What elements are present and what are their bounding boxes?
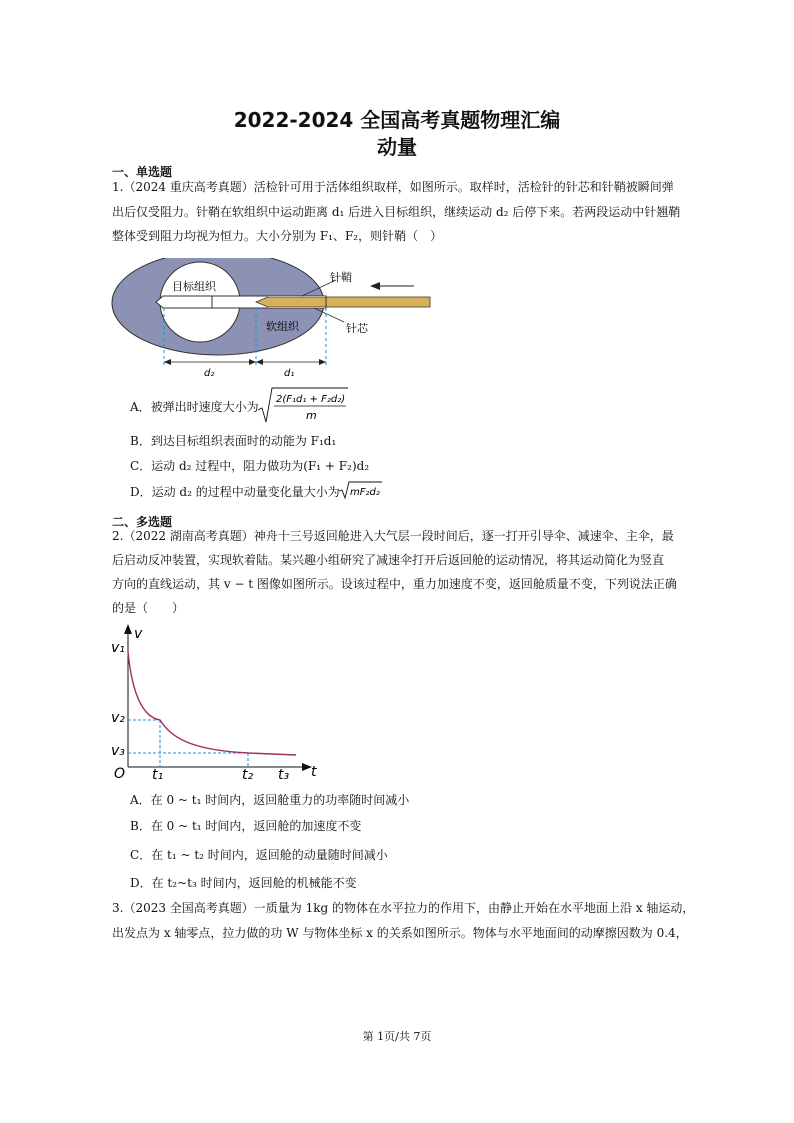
label-v3: v₃ xyxy=(111,743,125,759)
q2-option-a: A．在 0 ~ t₁ 时间内，返回舱重力的功率随时间减小 xyxy=(130,793,410,807)
label-d2: d₂ xyxy=(204,368,215,379)
q1-line3: 整体受到阻力均视为恒力。大小分别为 F₁、F₂，则针鞘（ ） xyxy=(112,229,443,243)
q3-line2: 出发点为 x 轴零点，拉力做的功 W 与物体坐标 x 的关系如图所示。物体与水平地面间的动摩擦因数为 0.4， xyxy=(112,926,688,940)
q1-option-a-formula xyxy=(256,386,350,426)
q1-option-a-text: A．被弹出时速度大小为 xyxy=(130,400,259,414)
label-t2: t₂ xyxy=(242,767,254,782)
section-heading-single: 一、单选题 xyxy=(112,165,173,179)
page-title: 2022-2024 全国高考真题物理汇编 xyxy=(233,108,561,132)
label-core: 针芯 xyxy=(346,322,368,335)
q2-option-d: D．在 t₂~t₃ 时间内，返回舱的机械能不变 xyxy=(130,876,357,890)
q1-line1: 1.（2024 重庆高考真题）活检针可用于活体组织取样，如图所示。取样时，活检针的针芯和针鞘被瞬间弹 xyxy=(112,180,674,194)
label-v2: v₂ xyxy=(111,710,125,726)
page-subtitle: 动量 xyxy=(377,135,417,159)
formula-numerator: 2(F₁d₁ + F₂d₂) xyxy=(276,394,346,405)
q3-line1: 3.（2023 全国高考真题）一质量为 1kg 的物体在水平拉力的作用下，由静止开始在水平地面上沿 x 轴运动， xyxy=(112,901,695,915)
label-v1: v₁ xyxy=(111,640,125,656)
q2-option-b: B．在 0 ~ t₁ 时间内，返回舱的加速度不变 xyxy=(130,819,362,833)
q2-line4: 的是（ ） xyxy=(112,601,185,615)
section-heading-multi: 二、多选题 xyxy=(112,515,173,529)
label-soft-tissue: 软组织 xyxy=(266,320,299,333)
q2-line3: 方向的直线运动，其 v − t 图像如图所示。设该过程中，重力加速度不变，返回舱质量不变，下列说法正确 xyxy=(112,577,677,591)
label-target-tissue: 目标组织 xyxy=(172,280,216,293)
label-t1: t₁ xyxy=(152,767,164,782)
needle-figure xyxy=(108,258,438,380)
label-t: t xyxy=(311,764,317,780)
label-v: v xyxy=(134,626,143,642)
needle-core xyxy=(256,297,430,307)
label-origin: O xyxy=(114,766,126,782)
arrow-head xyxy=(370,282,380,290)
q1-option-a xyxy=(130,399,259,415)
label-d1: d₁ xyxy=(284,368,295,379)
q1-option-c: C．运动 d₂ 过程中，阻力做功为(F₁ + F₂)d₂ xyxy=(130,459,370,473)
q1-line2: 出后仅受阻力。针鞘在软组织中运动距离 d₁ 后进入目标组织，继续运动 d₂ 后停下来。若两段运动中针翘鞘 xyxy=(112,205,681,219)
q2-line1: 2.（2022 湖南高考真题）神舟十三号返回舱进入大气层一段时间后，逐一打开引导伞、减速伞、主伞，最 xyxy=(112,529,674,543)
vt-graph xyxy=(106,622,336,782)
q2-line2: 后启动反冲装置，实现软着陆。某兴趣小组研究了减速伞打开后返回舱的运动情况，将其运动简化为竖直 xyxy=(112,553,665,567)
label-t3: t₃ xyxy=(278,767,290,782)
q1-option-d: D．运动 d₂ 的过程中动量变化量大小为 xyxy=(130,485,340,499)
page-footer: 第 1页/共 7页 xyxy=(362,1030,432,1043)
q1-option-b: B．到达目标组织表面时的动能为 F₁d₁ xyxy=(130,434,337,448)
formula-denominator: m xyxy=(306,409,317,422)
q2-option-c: C．在 t₁ ~ t₂ 时间内，返回舱的动量随时间减小 xyxy=(130,848,388,862)
q1-option-d-formula xyxy=(338,480,384,500)
formula-radicand: mF₂d₂ xyxy=(350,487,380,498)
label-sheath: 针鞘 xyxy=(330,271,352,284)
velocity-curve xyxy=(128,652,296,755)
